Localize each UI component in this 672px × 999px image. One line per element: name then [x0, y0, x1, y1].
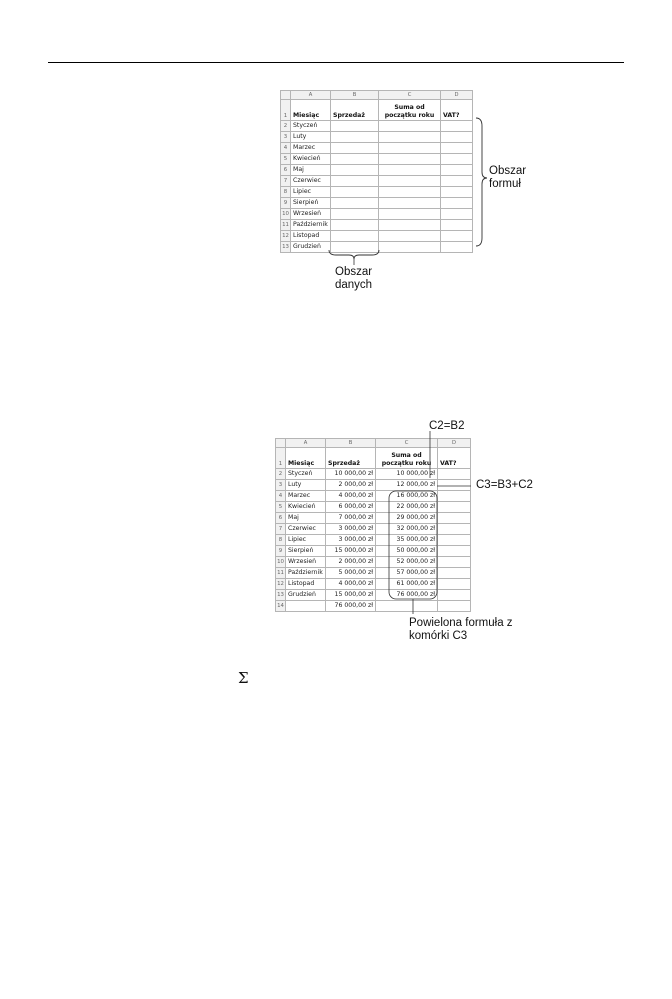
- table-row: [276, 568, 471, 579]
- table-row: [276, 502, 471, 513]
- month-cell: Czerwiec: [286, 524, 326, 535]
- header-month: Miesiąc: [286, 448, 326, 469]
- data-area-label: Obszar danych: [335, 266, 373, 291]
- sales-cell: [331, 209, 379, 220]
- month-cell: Listopad: [286, 579, 326, 590]
- month-cell: Październik: [286, 568, 326, 579]
- running-total-cell: 29 000,00 zł: [376, 513, 438, 524]
- running-total-cell: [379, 220, 441, 231]
- sales-cell: [331, 121, 379, 132]
- header-running-total: [376, 448, 438, 469]
- column-header: D: [441, 91, 473, 100]
- row-number: 14: [276, 601, 286, 612]
- sales-cell: 15 000,00 zł: [326, 590, 376, 601]
- running-total-cell: [379, 121, 441, 132]
- month-cell: Marzec: [286, 491, 326, 502]
- column-header: A: [286, 439, 326, 448]
- running-total-cell: 61 000,00 zł: [376, 579, 438, 590]
- month-cell: Maj: [286, 513, 326, 524]
- row-number: 9: [281, 198, 291, 209]
- header-row: [276, 448, 471, 469]
- vat-cell: [438, 524, 471, 535]
- row-number: 1: [281, 100, 291, 121]
- sales-cell: [331, 176, 379, 187]
- header-running-total: [379, 100, 441, 121]
- sales-cell: 3 000,00 zł: [326, 535, 376, 546]
- sales-cell: 4 000,00 zł: [326, 579, 376, 590]
- vat-cell: [438, 469, 471, 480]
- row-number: 7: [281, 176, 291, 187]
- sales-cell: [331, 198, 379, 209]
- table-row: [276, 546, 471, 557]
- month-cell: Styczeń: [291, 121, 331, 132]
- vat-cell: [441, 154, 473, 165]
- header-row: [281, 100, 473, 121]
- table-row: [281, 154, 473, 165]
- month-cell: Listopad: [291, 231, 331, 242]
- sales-cell: 3 000,00 zł: [326, 524, 376, 535]
- row-number: 5: [276, 502, 286, 513]
- vat-cell: [438, 535, 471, 546]
- vat-cell: [441, 242, 473, 253]
- header-month: Miesiąc: [291, 100, 331, 121]
- month-cell: Sierpień: [291, 198, 331, 209]
- row-number: 9: [276, 546, 286, 557]
- header-running-total-line2: początku roku: [381, 460, 432, 467]
- running-total-cell: [379, 165, 441, 176]
- vat-cell: [441, 165, 473, 176]
- table-row: [281, 187, 473, 198]
- header-running-total-line1: Suma od: [391, 452, 422, 459]
- vat-cell: [438, 590, 471, 601]
- table-row: [281, 121, 473, 132]
- month-cell: Kwiecień: [286, 502, 326, 513]
- vat-cell: [438, 513, 471, 524]
- column-header: B: [326, 439, 376, 448]
- running-total-cell: [379, 231, 441, 242]
- column-header-row: [276, 439, 471, 448]
- month-cell: Marzec: [291, 143, 331, 154]
- vat-cell: [438, 579, 471, 590]
- sales-cell: [331, 165, 379, 176]
- c3-formula-label: C3=B3+C2: [476, 479, 533, 491]
- column-header: D: [438, 439, 471, 448]
- header-running-total-line1: Suma od: [394, 104, 425, 111]
- running-total-cell: 12 000,00 zł: [376, 480, 438, 491]
- vat-cell: [438, 568, 471, 579]
- row-number: 10: [276, 557, 286, 568]
- row-number: 2: [276, 469, 286, 480]
- running-total-cell: 50 000,00 zł: [376, 546, 438, 557]
- sales-cell: [331, 220, 379, 231]
- column-header: C: [376, 439, 438, 448]
- month-cell: [286, 601, 326, 612]
- table-row: [281, 231, 473, 242]
- formulas-area-brace: [476, 118, 487, 246]
- vat-cell: [438, 502, 471, 513]
- month-cell: Sierpień: [286, 546, 326, 557]
- table-row: [281, 132, 473, 143]
- vat-cell: [441, 176, 473, 187]
- table-row: [281, 165, 473, 176]
- corner-cell: [276, 439, 286, 448]
- running-total-cell: 52 000,00 zł: [376, 557, 438, 568]
- spreadsheet-filled: [275, 438, 471, 612]
- month-cell: Luty: [291, 132, 331, 143]
- running-total-cell: 22 000,00 zł: [376, 502, 438, 513]
- row-number: 3: [281, 132, 291, 143]
- row-number: 8: [281, 187, 291, 198]
- month-cell: Styczeń: [286, 469, 326, 480]
- table-row: [276, 469, 471, 480]
- sales-cell: 5 000,00 zł: [326, 568, 376, 579]
- row-number: 11: [281, 220, 291, 231]
- table-row: [276, 513, 471, 524]
- month-cell: Wrzesień: [291, 209, 331, 220]
- row-number: 5: [281, 154, 291, 165]
- sales-cell: [331, 187, 379, 198]
- row-number: 12: [281, 231, 291, 242]
- sales-cell: 2 000,00 zł: [326, 480, 376, 491]
- sales-cell: 10 000,00 zł: [326, 469, 376, 480]
- running-total-cell: 10 000,00 zł: [376, 469, 438, 480]
- running-total-cell: [379, 132, 441, 143]
- row-number: 6: [276, 513, 286, 524]
- running-total-cell: 76 000,00 zł: [376, 590, 438, 601]
- row-number: 13: [276, 590, 286, 601]
- table-row: [276, 491, 471, 502]
- vat-cell: [441, 121, 473, 132]
- c2-formula-label: C2=B2: [429, 420, 465, 432]
- running-total-cell: [379, 187, 441, 198]
- column-header: C: [379, 91, 441, 100]
- formulas-area-label: Obszar formuł: [489, 165, 527, 190]
- table-row: [281, 143, 473, 154]
- row-number: 10: [281, 209, 291, 220]
- sales-cell: 7 000,00 zł: [326, 513, 376, 524]
- table-row: [276, 579, 471, 590]
- vat-cell: [441, 231, 473, 242]
- sales-cell: [331, 242, 379, 253]
- month-cell: Czerwiec: [291, 176, 331, 187]
- sales-total-cell: 76 000,00 zł: [326, 601, 376, 612]
- header-vat: VAT?: [441, 100, 473, 121]
- running-total-cell: 35 000,00 zł: [376, 535, 438, 546]
- corner-cell: [281, 91, 291, 100]
- month-cell: Wrzesień: [286, 557, 326, 568]
- column-header: A: [291, 91, 331, 100]
- header-vat: VAT?: [438, 448, 471, 469]
- month-cell: Grudzień: [291, 242, 331, 253]
- sum-sigma-icon: Σ: [238, 669, 249, 687]
- running-total-cell: [379, 143, 441, 154]
- running-total-cell: 32 000,00 zł: [376, 524, 438, 535]
- header-running-total-line2: początku roku: [384, 112, 435, 119]
- table-row: [281, 209, 473, 220]
- column-header-row: [281, 91, 473, 100]
- vat-cell: [441, 143, 473, 154]
- spreadsheet-layout: [280, 90, 473, 253]
- running-total-cell: [376, 601, 438, 612]
- vat-cell: [441, 209, 473, 220]
- month-cell: Luty: [286, 480, 326, 491]
- vat-cell: [441, 220, 473, 231]
- running-total-cell: [379, 198, 441, 209]
- table-row: [276, 535, 471, 546]
- column-header: B: [331, 91, 379, 100]
- row-number: 4: [276, 491, 286, 502]
- sales-cell: [331, 143, 379, 154]
- row-number: 11: [276, 568, 286, 579]
- row-number: 2: [281, 121, 291, 132]
- row-number: 8: [276, 535, 286, 546]
- vat-cell: [438, 546, 471, 557]
- sales-cell: 4 000,00 zł: [326, 491, 376, 502]
- month-cell: Lipiec: [291, 187, 331, 198]
- table-row: [276, 480, 471, 491]
- header-sales: Sprzedaż: [326, 448, 376, 469]
- sales-cell: [331, 231, 379, 242]
- month-cell: Kwiecień: [291, 154, 331, 165]
- sales-cell: [331, 132, 379, 143]
- row-number: 1: [276, 448, 286, 469]
- running-total-cell: [379, 154, 441, 165]
- sales-cell: [331, 154, 379, 165]
- vat-cell: [441, 198, 473, 209]
- row-number: 4: [281, 143, 291, 154]
- vat-cell: [441, 187, 473, 198]
- table-row: [281, 176, 473, 187]
- vat-cell: [438, 491, 471, 502]
- running-total-cell: 16 000,00 zł: [376, 491, 438, 502]
- table-row: [281, 198, 473, 209]
- row-number: 12: [276, 579, 286, 590]
- vat-cell: [441, 132, 473, 143]
- month-cell: Lipiec: [286, 535, 326, 546]
- running-total-cell: [379, 176, 441, 187]
- table-row: [276, 524, 471, 535]
- total-row: [276, 601, 471, 612]
- vat-cell: [438, 557, 471, 568]
- month-cell: Maj: [291, 165, 331, 176]
- header-sales: Sprzedaż: [331, 100, 379, 121]
- sales-cell: 15 000,00 zł: [326, 546, 376, 557]
- running-total-cell: [379, 209, 441, 220]
- running-total-cell: 57 000,00 zł: [376, 568, 438, 579]
- vat-cell: [438, 480, 471, 491]
- month-cell: Grudzień: [286, 590, 326, 601]
- sales-cell: 6 000,00 zł: [326, 502, 376, 513]
- table-row: [281, 242, 473, 253]
- row-number: 13: [281, 242, 291, 253]
- month-cell: Październik: [291, 220, 331, 231]
- row-number: 6: [281, 165, 291, 176]
- table-row: [276, 590, 471, 601]
- header-rule: [48, 62, 624, 63]
- table-row: [276, 557, 471, 568]
- table-row: [281, 220, 473, 231]
- row-number: 7: [276, 524, 286, 535]
- sales-cell: 2 000,00 zł: [326, 557, 376, 568]
- running-total-cell: [379, 242, 441, 253]
- copied-formula-label: Powielona formuła z komórki C3: [409, 617, 513, 642]
- row-number: 3: [276, 480, 286, 491]
- vat-cell: [438, 601, 471, 612]
